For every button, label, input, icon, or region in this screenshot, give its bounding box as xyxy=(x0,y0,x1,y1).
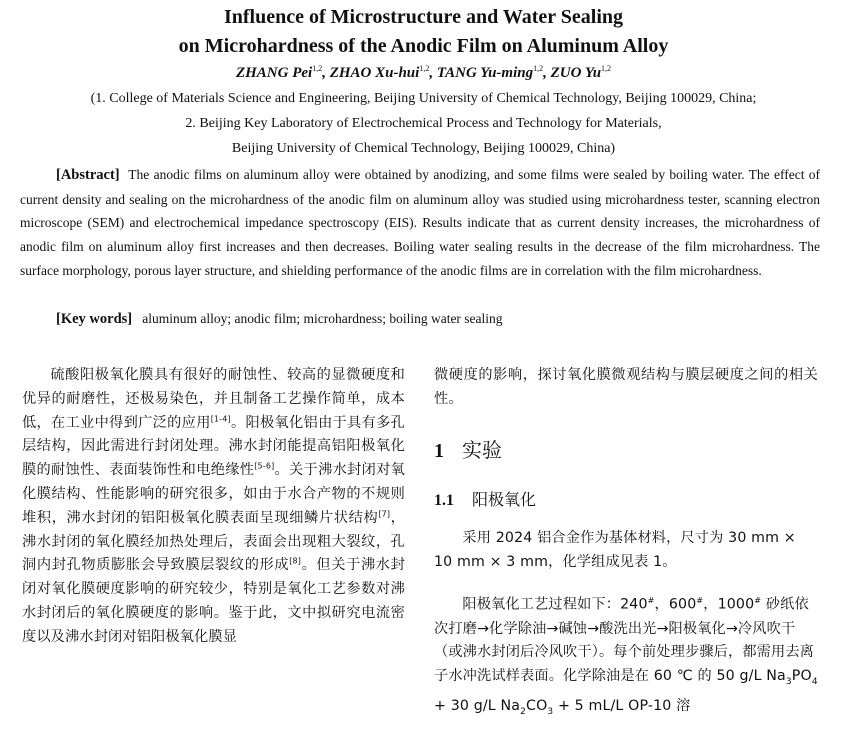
keywords-text: aluminum alloy; anodic film; microhardness; boiling water sealing xyxy=(142,311,503,326)
citation-ref: [5-6] xyxy=(254,461,275,471)
affiliation-line-1: (1. College of Materials Science and Engineering, Beijing University of Chemical Technology, Beijing 100029, China; xyxy=(90,91,757,106)
intro-paragraph: 硫酸阳极氧化膜具有很好的耐蚀性、较高的显微硬度和优异的耐磨性，还极易染色，并且制备工艺操作简单，成本低，在工业中得到广泛的应用[1-4]。阳极氧化铝由于具有多孔层结构，因此需进行封闭处理。沸水封闭能提高铝阳极氧化膜的耐蚀性、表面装饰性和电绝缘性[5-6]。关于沸水封闭对氧化膜结构、性能影响的研究很多，如由于水合产物的不规则堆积，沸水封闭的铝阳极氧化膜表面呈现细鳞片状结构[7]，沸水封闭的氧化膜经加热处理后，表面会出现粗大裂纹，孔洞内封孔物质膨胀会导致膜层裂纹的形成[8]。但关于沸水封闭对氧化膜硬度影响的研究较少，特别是氧化工艺参数对沸水封闭后的氧化膜硬度的影响。鉴于此，文中拟研究电流密度以及沸水封闭对铝阳极氧化膜显 xyxy=(22,367,406,645)
citation-ref: [7] xyxy=(378,509,391,519)
keywords-label: [Key words] xyxy=(56,311,133,327)
abstract-text: The anodic films on aluminum alloy were obtained by anodizing, and some films were sealed by boiling water. The effect of current density and sealing on the microhardness of the anodic film on aluminum alloy was studied using microhardness tester, scanning electron microscope (SEM) and electrochemical impedance spectroscopy (EIS). Results indicate that as current density increases, the microhardness of anodic film on aluminum alloy first increases and then decreases. Boiling water sealing results in the decrease of the film microhardness. The surface morphology, porous layer structure, and shielding performance of the anodic films are in correlation with the film microhardness. xyxy=(20,167,821,278)
author-affiliation-mark: 1,2 xyxy=(533,64,544,73)
section-title: 实验 xyxy=(462,438,502,462)
paper-title-line-1: Influence of Microstructure and Water Sealing xyxy=(223,6,624,28)
author-affiliation-mark: 1,2 xyxy=(312,64,323,73)
author-name: ZHAO Xu-hui xyxy=(329,65,420,81)
affiliation-line-3: Beijing University of Chemical Technology, Beijing 100029, China) xyxy=(231,141,616,156)
author-name: ZHANG Pei xyxy=(235,65,313,81)
abstract xyxy=(20,163,820,283)
subsection-heading xyxy=(434,487,536,510)
right-column-top xyxy=(434,364,818,412)
author-list: ZHANG Pei$^{1,2}$, ZHAO Xu-hui$^{1,2}$, TANG Yu-ming$^{1,2}$, ZUO Yu$^{1,2}$ xyxy=(235,64,612,81)
section-number: 1 xyxy=(434,440,444,462)
subsection-number: 1.1 xyxy=(434,492,454,509)
subsection-title: 阳极氧化 xyxy=(472,490,537,509)
author-name: TANG Yu-ming xyxy=(436,65,534,81)
author-name: ZUO Yu xyxy=(550,65,602,81)
citation-ref: [1-4] xyxy=(210,413,231,423)
section-heading xyxy=(434,434,502,463)
citation-ref: [8] xyxy=(289,556,302,566)
right-column-body xyxy=(434,513,818,739)
affiliation-line-2: 2. Beijing Key Laboratory of Electrochemical Process and Technology for Materials, xyxy=(185,116,662,131)
process-paragraph: 阳极氧化工艺过程如下：240#，600#，1000# 砂纸依次打磨→化学除油→碱蚀→酸洗出光→阳极氧化→冷风吹干（或沸水封闭后冷风吹干）。每个前处理步骤后，都需用去离子水冲洗试样表面。化学除油是在 60 ℃ 的 50 g/L $Na_3PO_4 + 30$ g/L $Na_2CO_3 + 5$ mL/L OP-10 溶 xyxy=(434,595,818,717)
intro-continuation: 微硬度的影响，探讨氧化膜微观结构与膜层硬度之间的相关性。 xyxy=(434,367,818,407)
author-affiliation-mark: 1,2 xyxy=(419,64,430,73)
abstract-label: [Abstract] xyxy=(56,167,120,183)
materials-paragraph: 采用 2024 铝合金作为基体材料，尺寸为 30 mm × 10 mm × 3 mm，化学组成见表 1。 xyxy=(434,530,796,570)
keywords xyxy=(56,309,816,329)
author-affiliation-mark: 1,2 xyxy=(601,64,612,73)
left-column xyxy=(22,364,405,650)
paper-title-line-2: on Microhardness of the Anodic Film on Aluminum Alloy xyxy=(178,35,669,57)
